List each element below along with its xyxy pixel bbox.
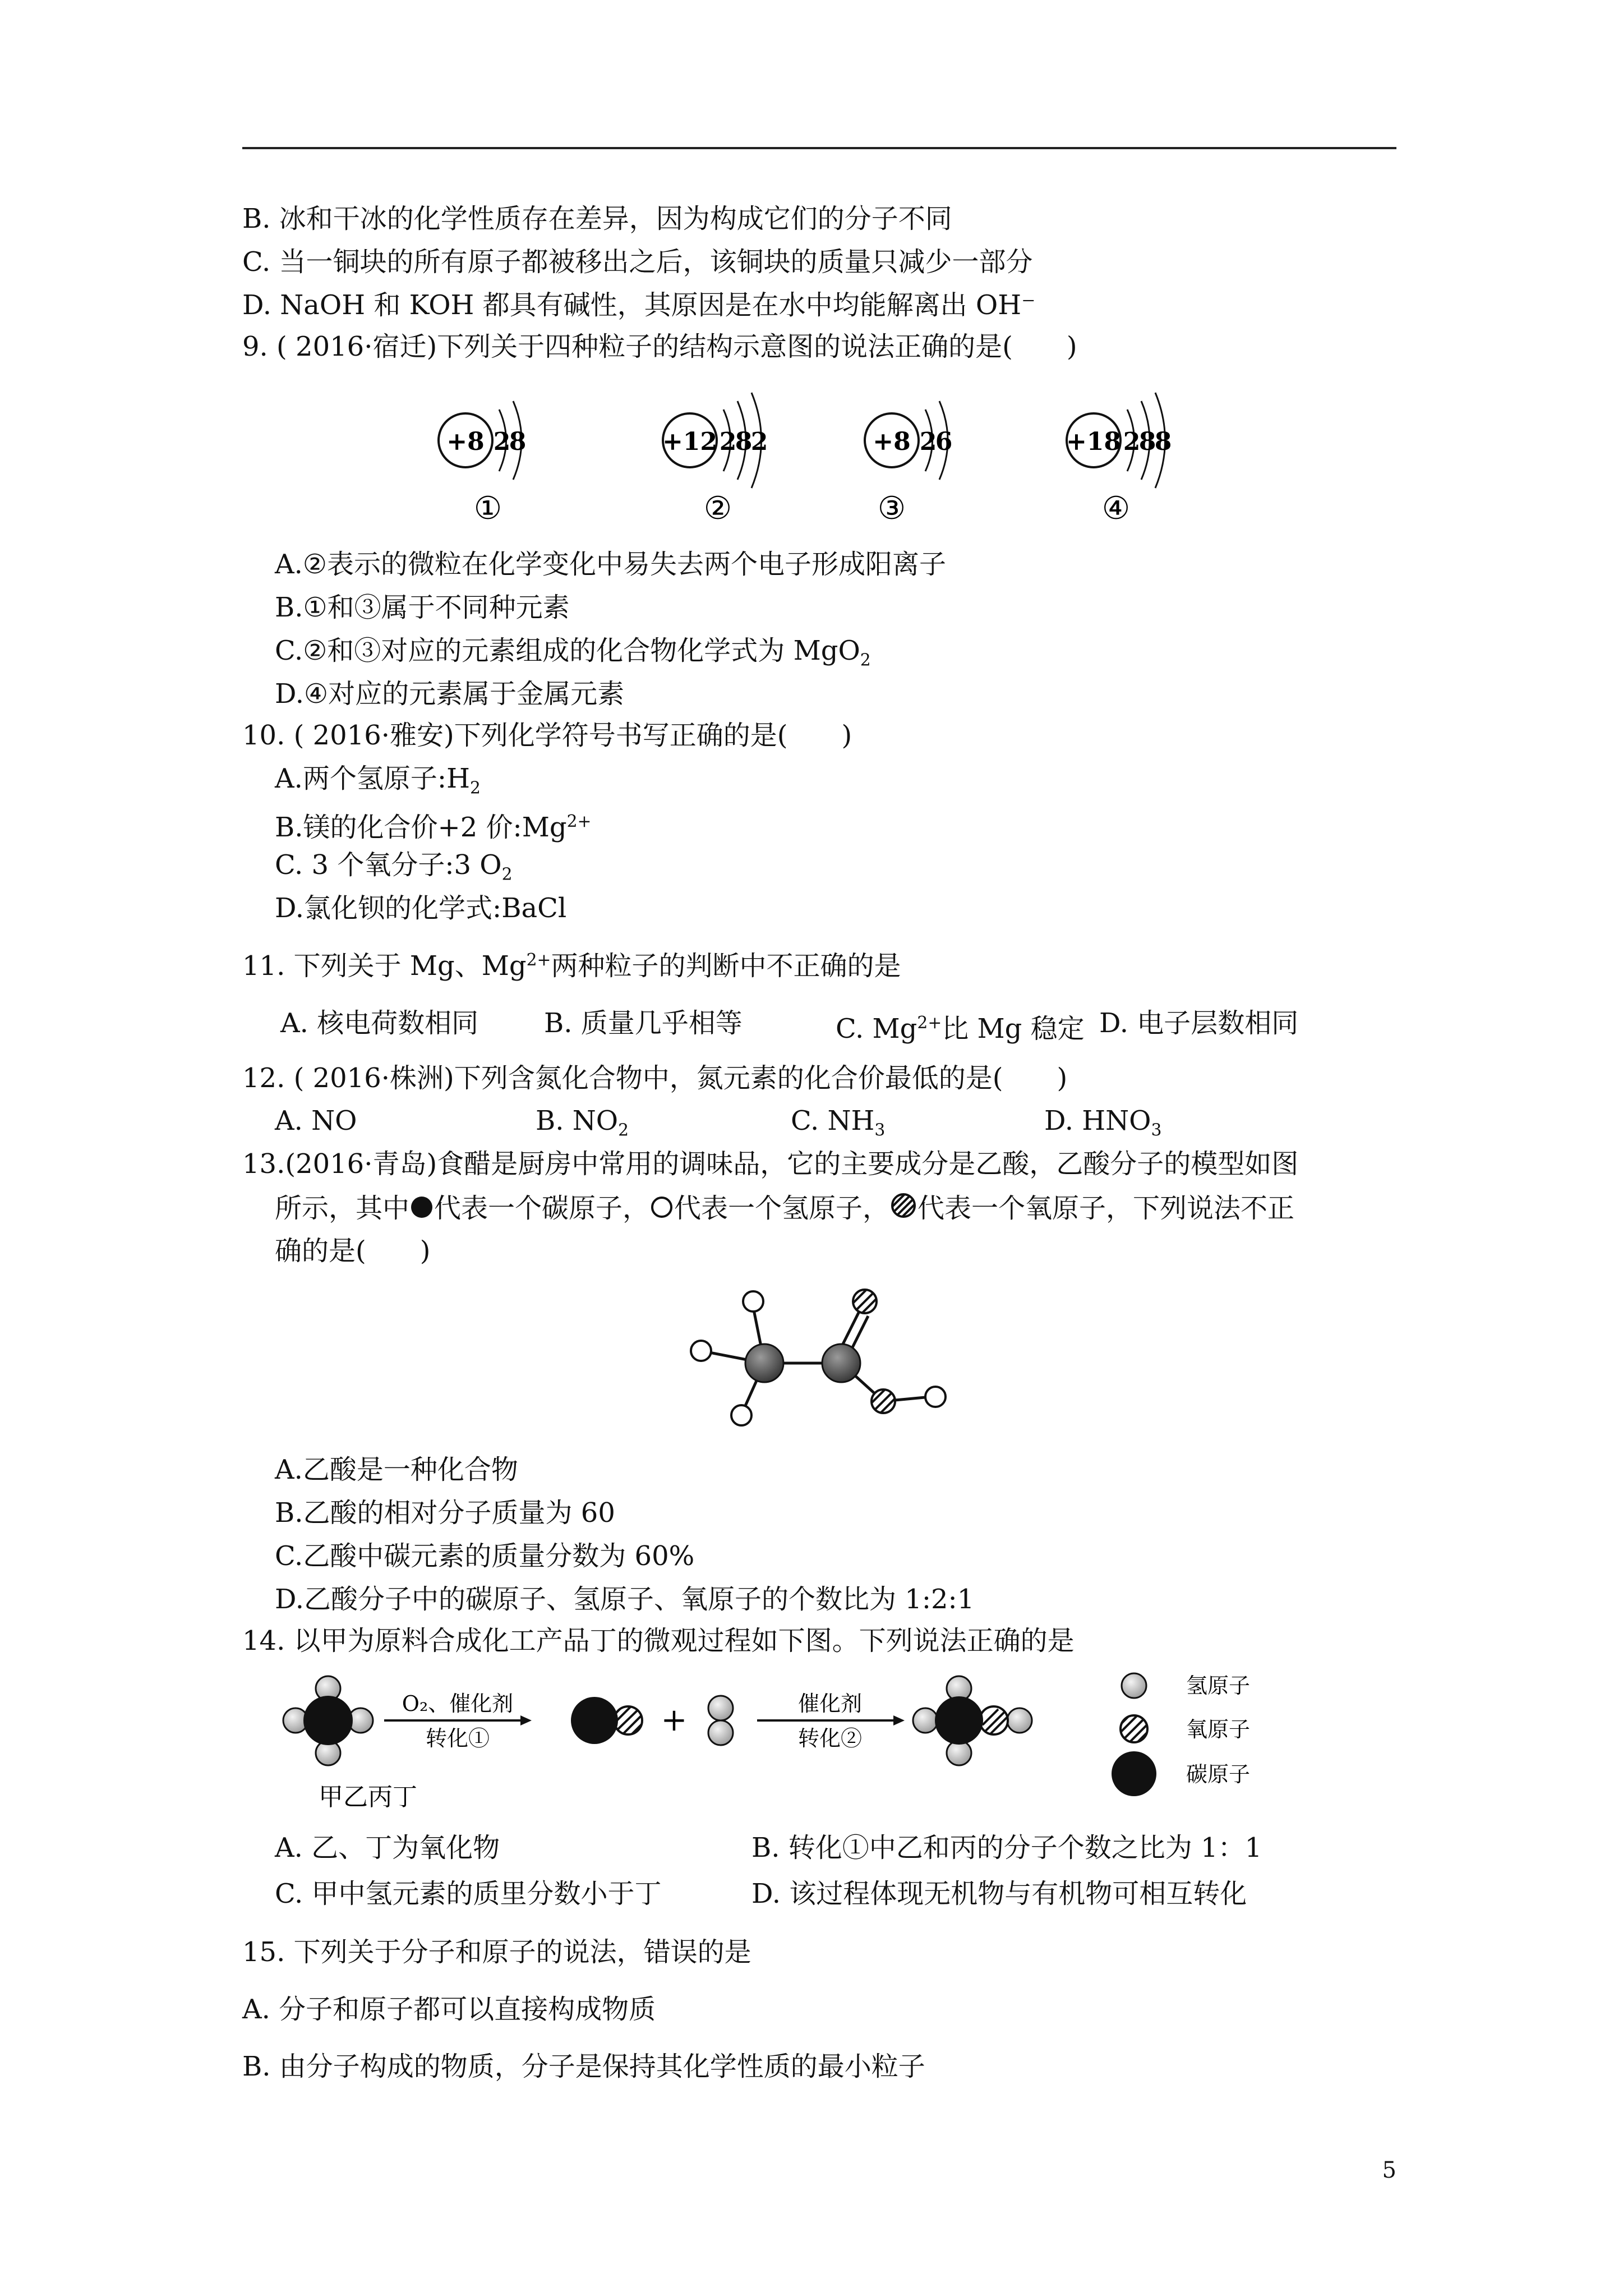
- diagram-3: [865, 401, 952, 527]
- shell-1-1: 2: [493, 427, 511, 456]
- q14-option-a: A. 乙、丁为氧化物: [275, 1832, 500, 1864]
- carbon-symbol-icon: [409, 1195, 434, 1220]
- q11-option-b: B. 质量几乎相等: [544, 1007, 743, 1039]
- methane-molecule: [283, 1676, 373, 1765]
- arrow-conversion-1: [384, 1691, 532, 1751]
- q12-option-a: A. NO: [275, 1105, 357, 1137]
- legend-oxygen-label: 氧原子: [1186, 1717, 1251, 1742]
- option-8c: C. 当一铜块的所有原子都被移出之后，该铜块的质量只减少一部分: [242, 246, 1033, 278]
- nucleus-4: +18: [1066, 427, 1122, 456]
- arrow-2-bottom-label: 转化②: [797, 1726, 863, 1751]
- legend-carbon-label: 碳原子: [1186, 1762, 1251, 1787]
- arrow-conversion-2: [757, 1691, 905, 1751]
- shell-4-2: 8: [1138, 427, 1156, 456]
- legend: [1112, 1673, 1250, 1796]
- shell-2-1: 2: [719, 427, 737, 456]
- q9-option-c: C.②和③对应的元素组成的化合物化学式为 MgO$_2$: [275, 635, 871, 670]
- arrow-1-top-label: O₂、催化剂: [402, 1691, 514, 1716]
- q11-option-c: C. $Mg^{2+}$比 Mg 稳定: [836, 1013, 1085, 1045]
- q10-option-a: A.两个氢原子$:H_2$: [275, 763, 481, 798]
- oxygen-atom: [847, 1283, 883, 1318]
- q10-option-b: B.镁的化合价+2 价$:Mg^{2+}$: [275, 812, 592, 843]
- label-3: ③: [877, 490, 906, 527]
- diagram-2: [662, 393, 768, 527]
- page-number: 5: [1382, 2157, 1396, 2183]
- oxygen-symbol-icon: [889, 1191, 917, 1220]
- hydrogen-molecule: [708, 1696, 733, 1745]
- species-labels: 甲乙丙丁: [319, 1783, 417, 1811]
- q13-option-a: A.乙酸是一种化合物: [275, 1454, 518, 1485]
- q14-option-c: C. 甲中氢元素的质里分数小于丁: [275, 1878, 662, 1910]
- q11-option-d: D. 电子层数相同: [1099, 1007, 1299, 1039]
- plus-sign: +: [661, 1702, 688, 1738]
- q13-option-d: D.乙酸分子中的碳原子、氢原子、氧原子的个数比为 1:2:1: [275, 1584, 975, 1615]
- q9-option-b: B.①和③属于不同种元素: [275, 592, 570, 623]
- q13-option-b: B.乙酸的相对分子质量为 60: [275, 1497, 615, 1529]
- diagram-1: [439, 401, 526, 527]
- acetic-acid-molecule-model: [684, 1279, 965, 1430]
- header-rule: [242, 147, 1396, 149]
- q9-option-d: D.④对应的元素属于金属元素: [275, 678, 625, 710]
- legend-oxygen-icon: [1116, 1711, 1152, 1746]
- hydrogen-atom: [691, 1291, 946, 1425]
- q9-structure-diagrams: [415, 370, 1234, 539]
- arrow-1-bottom-label: 转化①: [425, 1726, 490, 1751]
- nucleus-2: +12: [662, 427, 718, 456]
- option-8d: D. NaOH 和 KOH 都具有碱性，其原因是在水中均能解离出 OH⁻: [242, 289, 1036, 321]
- q14-stem: 14. 以甲为原料合成化工产品丁的微观过程如下图。下列说法正确的是: [242, 1625, 1075, 1657]
- shell-2-3: 2: [750, 427, 768, 456]
- nucleus-1: +8: [446, 427, 485, 456]
- shell-4-3: 8: [1154, 427, 1172, 456]
- carbon-monoxide-molecule: [571, 1697, 647, 1744]
- q13-line-1: 13.(2016·青岛)食醋是厨房中常用的调味品，它的主要成分是乙酸，乙酸分子的模型如图: [242, 1148, 1299, 1180]
- carbon-atom: [822, 1344, 860, 1382]
- q14-option-d: D. 该过程体现无机物与有机物可相互转化: [751, 1878, 1247, 1910]
- label-4: ④: [1101, 490, 1131, 527]
- q10-stem: 10. ( 2016·雅安)下列化学符号书写正确的是( ): [242, 720, 852, 751]
- q11-stem: 11. 下列关于 Mg、$Mg^{2+}$两种粒子的判断中不正确的是: [242, 950, 901, 982]
- q15-option-a: A. 分子和原子都可以直接构成物质: [242, 1994, 656, 2025]
- hydrogen-symbol-icon: [649, 1195, 674, 1220]
- q15-option-b: B. 由分子构成的物质，分子是保持其化学性质的最小粒子: [242, 2051, 925, 2082]
- shell-3-1: 2: [919, 427, 937, 456]
- diagram-4: [1066, 393, 1172, 527]
- legend-carbon-icon: [1112, 1751, 1156, 1796]
- carbon-atom: [745, 1344, 783, 1382]
- shell-2-2: 8: [735, 427, 753, 456]
- shell-3-2: 6: [935, 427, 953, 456]
- q12-option-d: D. $HNO_3$: [1044, 1105, 1162, 1140]
- option-8b: B. 冰和干冰的化学性质存在差异，因为构成它们的分子不同: [242, 203, 952, 234]
- q9-option-a: A.②表示的微粒在化学变化中易失去两个电子形成阳离子: [275, 549, 946, 580]
- q14-option-b: B. 转化①中乙和丙的分子个数之比为 1：1: [751, 1832, 1262, 1864]
- shell-4-1: 2: [1123, 427, 1141, 456]
- q13-line-3: 确的是( ): [275, 1235, 431, 1267]
- q10-option-c: C. 3 个氧分子:3 $O_2$: [275, 849, 513, 885]
- methanol-molecule: [913, 1676, 1032, 1765]
- q15-stem: 15. 下列关于分子和原子的说法，错误的是: [242, 1936, 751, 1968]
- label-2: ②: [703, 490, 732, 527]
- q10-option-d: D.氯化钡的化学式:BaCl: [275, 892, 567, 924]
- q13-option-c: C.乙酸中碳元素的质量分数为 60%: [275, 1540, 695, 1572]
- nucleus-3: +8: [873, 427, 911, 456]
- legend-hydrogen-icon: [1122, 1673, 1146, 1698]
- q11-option-a: A. 核电荷数相同: [280, 1007, 479, 1039]
- legend-hydrogen-label: 氢原子: [1186, 1673, 1251, 1698]
- arrow-2-top-label: 催化剂: [797, 1691, 863, 1716]
- q14-reaction-diagram: [275, 1666, 1312, 1834]
- q13-line-2: 所示，其中 代表一个碳原子， 代表一个氢原子， 代表一个氧原子，下列说法不正: [275, 1193, 1295, 1224]
- label-1: ①: [473, 490, 502, 527]
- q12-stem: 12. ( 2016·株洲)下列含氮化合物中，氮元素的化合价最低的是( ): [242, 1062, 1068, 1094]
- q12-option-c: C. $NH_3$: [791, 1105, 886, 1140]
- q12-option-b: B. $NO_2$: [536, 1105, 629, 1140]
- shell-1-2: 8: [509, 427, 527, 456]
- q9-stem: 9. ( 2016·宿迁)下列关于四种粒子的结构示意图的说法正确的是( ): [242, 331, 1077, 362]
